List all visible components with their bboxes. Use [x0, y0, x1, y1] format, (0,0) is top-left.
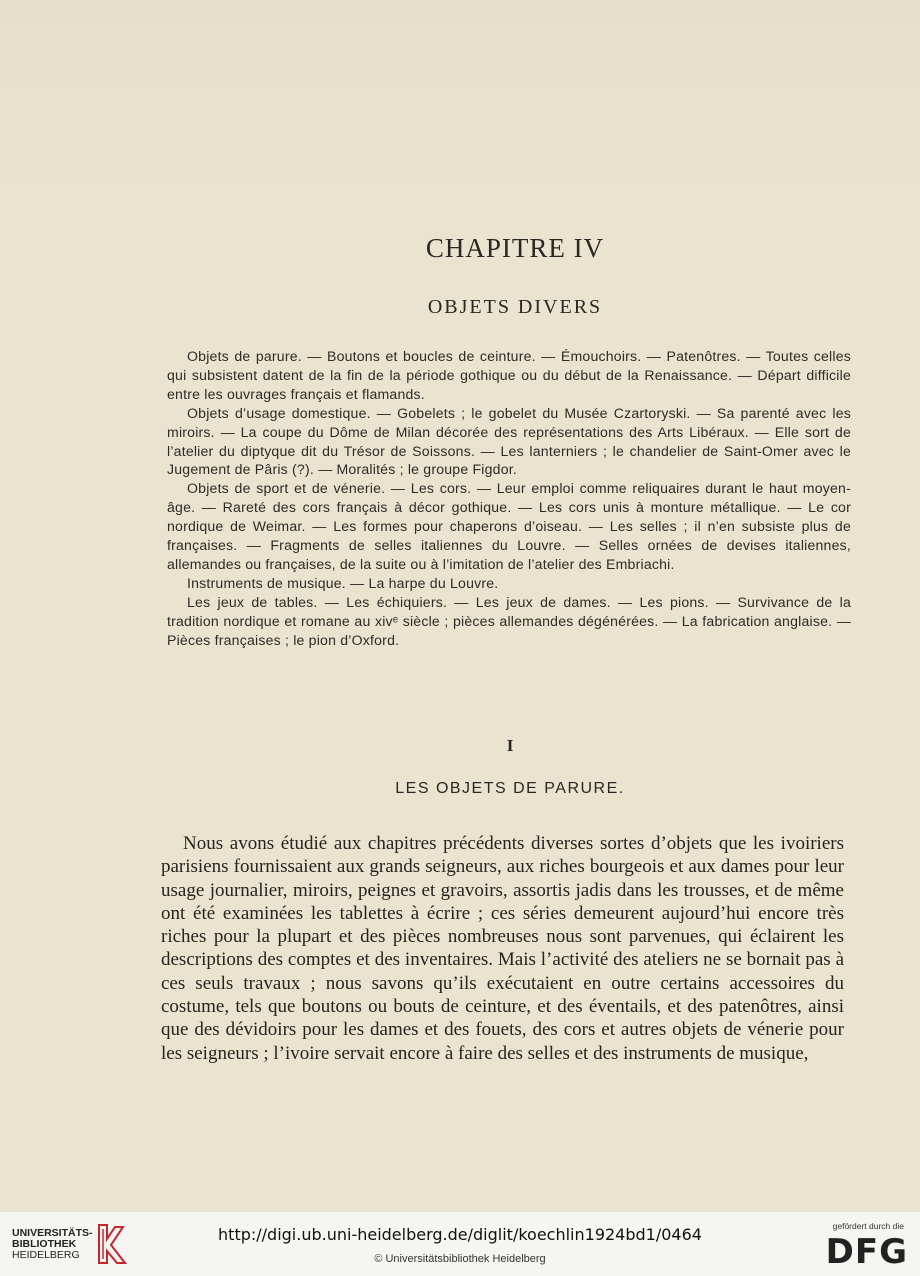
viewer-footer — [0, 1212, 920, 1276]
permalink-url[interactable]: http://digi.ub.uni-heidelberg.de/diglit/koechlin1924bd1/0464 — [218, 1225, 702, 1244]
page-bleed-through — [0, 0, 920, 200]
summary-paragraph: Objets de parure. — Boutons et boucles de ceinture. — Émouchoirs. — Patenôtres. — Toutes celles qui subsistent datent de la fin de la période gothique ou du début de la Renaissance. — Départ difficile entre les ouvrages français et flamands. — [167, 348, 851, 402]
summary-paragraph: Instruments de musique. — La harpe du Louvre. — [187, 574, 499, 591]
copyright-notice: © Universitätsbibliothek Heidelberg — [374, 1253, 546, 1265]
body-paragraph: Nous avons étudié aux chapitres précédents diverses sortes d’objets que les ivoiriers parisiens fournissaient aux grands seigneurs, aux riches bourgeois et aux dames pour leur usage journalier, miroirs, peignes et gravoirs, assortis jadis dans les trousses, et de même ont été examinées les tablettes à écrire ; ces séries demeurent aujourd’hui encore très riches pour la plupart et des pièces nombreuses nous sont parvenues, qui éclairent les descriptions des comptes et des inventaires. Mais l’activité des ateliers ne se bornait pas à ces seuls travaux ; nous savons qu’ils exécutaient en outre certains accessoires du costume, tels que boutons ou bouts de ceinture, et des éventails, et des patenôtres, ainsi que des dévidoirs pour les dames et des fouets, des cors et autres objets de vénerie pour les seigneurs ; l’ivoire servait encore à faire des selles et des instruments de musique, — [161, 833, 844, 1064]
dfg-logo[interactable]: DFG — [825, 1232, 908, 1272]
section-title: LES OBJETS DE PARURE. — [395, 780, 625, 797]
chapter-title: CHAPITRE IV — [425, 233, 605, 263]
logo-line: UNIVERSITÄTS- — [12, 1227, 93, 1239]
summary-paragraph: Objets de sport et de vénerie. — Les cors. — Leur emploi comme reliquaires durant le haut moyen-âge. — Rareté des cors français à décor gothique. — Les cors unis à monture métallique. — Le cor nordique de Weimar. — Les formes pour chaperons d’oiseau. — Les selles ; il n’en subsiste plus de françaises. — Fragments de selles italiennes du Louvre. — Selles ornées de devises italiennes, allemandes ou françaises, de la suite ou à l’imitation de l’atelier des Embriachi. — [167, 480, 851, 572]
chapter-subtitle: OBJETS DIVERS — [427, 296, 603, 318]
body-text — [161, 832, 844, 1065]
summary-paragraph: Les jeux de tables. — Les échiquiers. — Les jeux de dames. — Les pions. — Survivance de la tradition nordique et romane au xivᵉ siècle ; pièces allemandes dégénérées. — La fabrication anglaise. — Pièces françaises ; le pion d’Oxford. — [167, 593, 851, 648]
funding-label: gefördert durch die — [832, 1221, 904, 1231]
logo-line: HEIDELBERG — [12, 1249, 80, 1261]
chapter-summary — [167, 347, 851, 650]
summary-paragraph: Objets d’usage domestique. — Gobelets ; le gobelet du Musée Czartoryski. — Sa parenté avec les miroirs. — La coupe du Dôme de Milan décorée des représentations des Arts Libéraux. — Elle sort de l’atelier du diptyque dit du Trésor de Soissons. — Les lanterniers ; le chandelier de Saint-Omer avec le Jugement de Pâris (?). — Moralités ; le groupe Figdor. — [167, 404, 851, 478]
logo-line: BIBLIOTHEK — [12, 1238, 77, 1250]
section-number: I — [506, 736, 514, 755]
